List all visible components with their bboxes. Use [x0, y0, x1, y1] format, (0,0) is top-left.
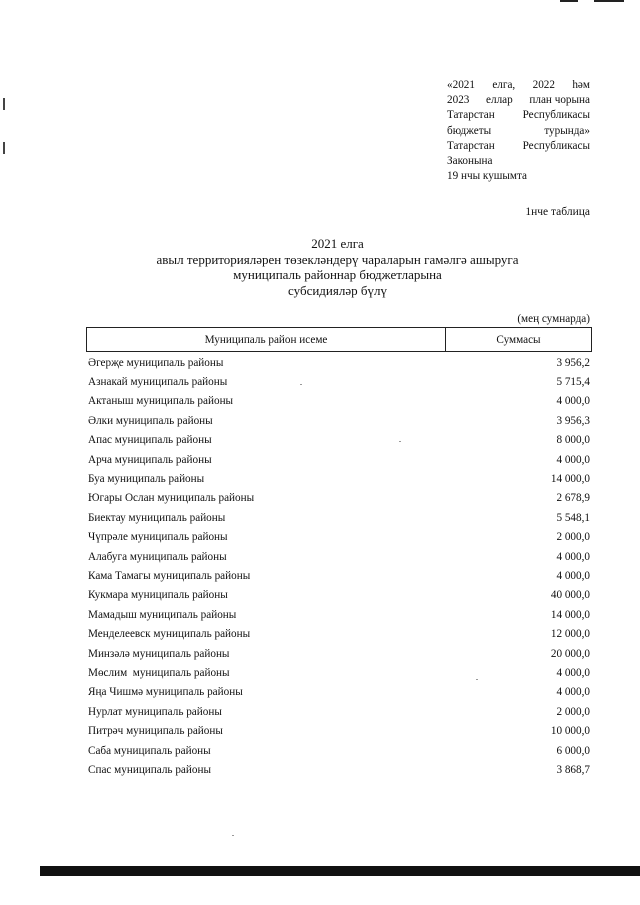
appendix-line [447, 93, 590, 108]
subsidy-amount: 2 000,0 [556, 531, 590, 544]
subsidy-amount: 3 956,2 [556, 356, 590, 369]
subsidy-amount: 10 000,0 [550, 725, 590, 738]
subsidy-amount: 6 000,0 [556, 744, 590, 757]
appendix-line [447, 169, 590, 184]
subsidy-amount: 4 000,0 [556, 666, 590, 679]
district-name: Мөслим муниципаль районы [88, 666, 230, 679]
appendix-word: план чорына [529, 94, 590, 107]
table-row [88, 411, 592, 430]
appendix-line [447, 78, 590, 93]
subsidy-amount: 4 000,0 [556, 569, 590, 582]
subsidy-amount: 5 715,4 [556, 376, 590, 389]
district-name: Питрәч муниципаль районы [88, 725, 223, 738]
subsidy-amount: 2 678,9 [556, 492, 590, 505]
appendix-word: һәм [572, 79, 590, 91]
scan-mark-left [3, 142, 5, 154]
appendix-line [447, 154, 590, 169]
district-name: Югары Ослан муниципаль районы [88, 492, 255, 505]
appendix-word: Татарстан [447, 139, 495, 152]
district-name: Әлки муниципаль районы [88, 414, 213, 427]
table-row [88, 353, 592, 372]
table-row [88, 741, 592, 760]
title-line: 2021 елга [311, 236, 364, 251]
subsidy-amount: 20 000,0 [550, 647, 590, 660]
subsidy-amount: 4 000,0 [556, 453, 590, 466]
scan-speck [399, 441, 401, 442]
district-name: Апас муниципаль районы [88, 434, 212, 447]
scan-edge [40, 866, 640, 876]
table-row [88, 605, 592, 624]
document-title [85, 236, 590, 298]
district-name: Саба муниципаль районы [88, 744, 211, 757]
header-name: Муниципаль район исеме [87, 328, 446, 351]
district-name: Арча муниципаль районы [88, 453, 212, 466]
table-row [88, 547, 592, 566]
scan-speck [476, 679, 478, 680]
district-name: Әгерҗе муниципаль районы [88, 356, 224, 369]
appendix-word: 19 нчы кушымта [447, 170, 527, 183]
table-header [86, 327, 592, 352]
scan-speck [300, 384, 302, 385]
scan-speck [232, 835, 234, 836]
district-name: Буа муниципаль районы [88, 473, 205, 486]
district-name: Менделеевск муниципаль районы [88, 628, 251, 641]
scan-mark-left [3, 98, 5, 110]
table-row [88, 683, 592, 702]
district-name: Спас муниципаль районы [88, 763, 211, 776]
table-row [88, 489, 592, 508]
title-line: муниципаль районнар бюджетларына [233, 267, 442, 282]
table-row [88, 469, 592, 488]
table-row [88, 431, 592, 450]
appendix-word: еллар [486, 94, 513, 107]
title-line: субсидияләр бүлү [288, 282, 387, 298]
header-amount: Суммасы [496, 333, 541, 346]
appendix-word: Законына [447, 155, 493, 168]
district-name: Актаныш муниципаль районы [88, 395, 234, 408]
district-name: Мамадыш муниципаль районы [88, 608, 237, 621]
appendix-note [447, 78, 590, 184]
appendix-word: бюджеты [447, 124, 492, 137]
subsidy-amount: 3 868,7 [556, 763, 590, 776]
appendix-line [447, 124, 590, 139]
table-row [88, 508, 592, 527]
subsidy-amount: 3 956,3 [556, 414, 590, 427]
district-name: Кама Тамагы муниципаль районы [88, 569, 251, 582]
subsidy-amount: 14 000,0 [550, 473, 590, 486]
appendix-word: елга, [492, 79, 516, 91]
appendix-word: Татарстан [447, 109, 495, 122]
table-row [88, 760, 592, 779]
district-name: Кукмара муниципаль районы [88, 589, 228, 602]
appendix-word: Республикасы [522, 109, 590, 122]
units-note: (мең сумнарда) [517, 313, 590, 325]
table-row [88, 450, 592, 469]
district-name: Минзәлә муниципаль районы [88, 647, 230, 660]
subsidy-amount: 4 000,0 [556, 550, 590, 563]
subsidy-amount: 2 000,0 [556, 705, 590, 718]
subsidy-amount: 12 000,0 [550, 628, 590, 641]
table-number: 1нче таблица [525, 206, 590, 218]
appendix-line [447, 139, 590, 154]
table-row [88, 586, 592, 605]
subsidy-amount: 40 000,0 [550, 589, 590, 602]
table-body [88, 353, 592, 780]
table-row [88, 721, 592, 740]
table-row [88, 702, 592, 721]
table-row [88, 644, 592, 663]
district-name: Нурлат муниципаль районы [88, 705, 222, 718]
appendix-word: «2021 [447, 79, 475, 91]
subsidy-amount: 4 000,0 [556, 395, 590, 408]
table-row [88, 663, 592, 682]
district-name: Азнакай муниципаль районы [88, 376, 228, 389]
appendix-line [447, 108, 590, 123]
subsidy-amount: 8 000,0 [556, 434, 590, 447]
subsidy-amount: 5 548,1 [556, 511, 590, 524]
appendix-word: 2023 [447, 94, 470, 107]
district-name: Чүпрәле муниципаль районы [88, 531, 228, 544]
subsidy-amount: 14 000,0 [550, 608, 590, 621]
district-name: Алабуга муниципаль районы [88, 550, 227, 563]
scan-mark-top [560, 0, 630, 2]
table-row [88, 566, 592, 585]
appendix-word: 2022 [532, 79, 555, 91]
table-row [88, 528, 592, 547]
table-row [88, 392, 592, 411]
subsidy-amount: 4 000,0 [556, 686, 590, 699]
table-row [88, 372, 592, 391]
table-row [88, 624, 592, 643]
title-line: авыл территорияләрен төзекләндерү чараларын гамәлгә ашыруга [156, 251, 519, 267]
district-name: Яңа Чишмә муниципаль районы [88, 686, 243, 699]
appendix-word: турында» [544, 124, 590, 137]
district-name: Биектау муниципаль районы [88, 511, 226, 524]
appendix-word: Республикасы [522, 139, 590, 152]
